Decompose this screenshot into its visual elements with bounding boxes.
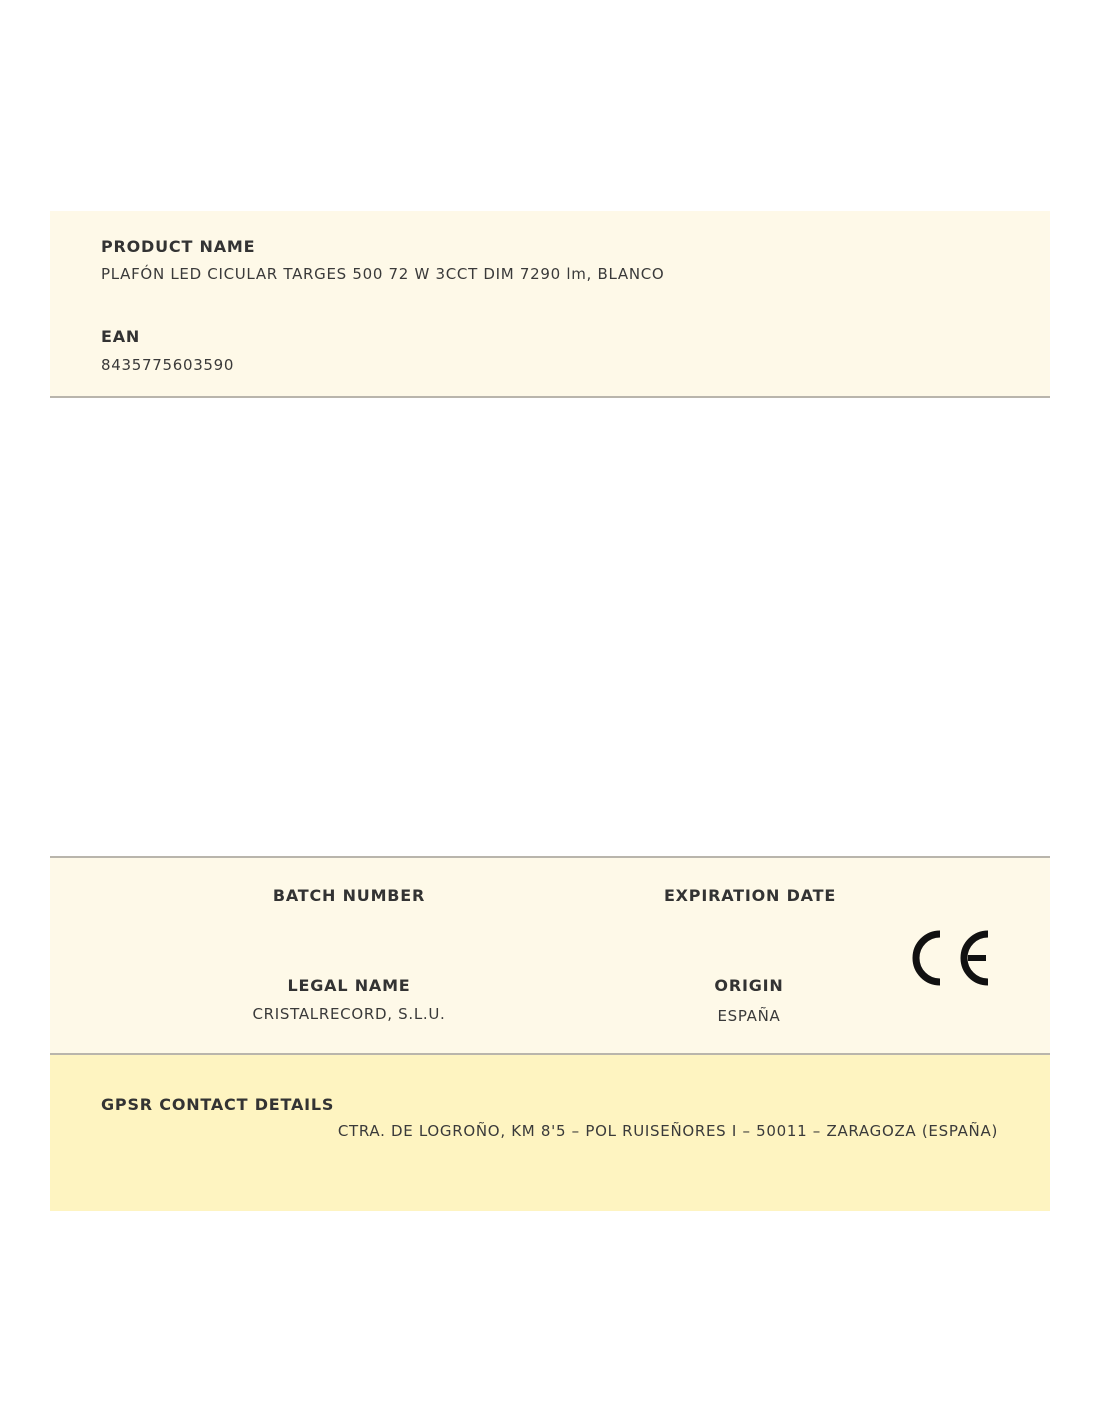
- legal-name-value: CRISTALRECORD, S.L.U.: [252, 1005, 446, 1023]
- legal-name-label: LEGAL NAME: [287, 976, 411, 995]
- ce-mark-icon: [910, 928, 992, 988]
- gpsr-contact-label: GPSR CONTACT DETAILS: [101, 1095, 335, 1114]
- ean-value: 8435775603590: [101, 356, 235, 374]
- product-info-panel: [50, 211, 1050, 398]
- batch-number-label: BATCH NUMBER: [272, 886, 426, 905]
- product-name-value: PLAFÓN LED CICULAR TARGES 500 72 W 3CCT DIM 7290 lm, BLANCO: [101, 265, 665, 283]
- expiration-date-label: EXPIRATION DATE: [663, 886, 837, 905]
- product-name-label: PRODUCT NAME: [101, 237, 256, 256]
- ean-label: EAN: [101, 327, 141, 346]
- origin-label: ORIGIN: [714, 976, 784, 995]
- gpsr-contact-panel: [50, 1055, 1050, 1211]
- origin-value: ESPAÑA: [717, 1007, 781, 1025]
- gpsr-contact-address: CTRA. DE LOGROÑO, KM 8'5 – POL RUISEÑORES I – 50011 – ZARAGOZA (ESPAÑA): [337, 1122, 998, 1140]
- product-details-panel: [50, 856, 1050, 1055]
